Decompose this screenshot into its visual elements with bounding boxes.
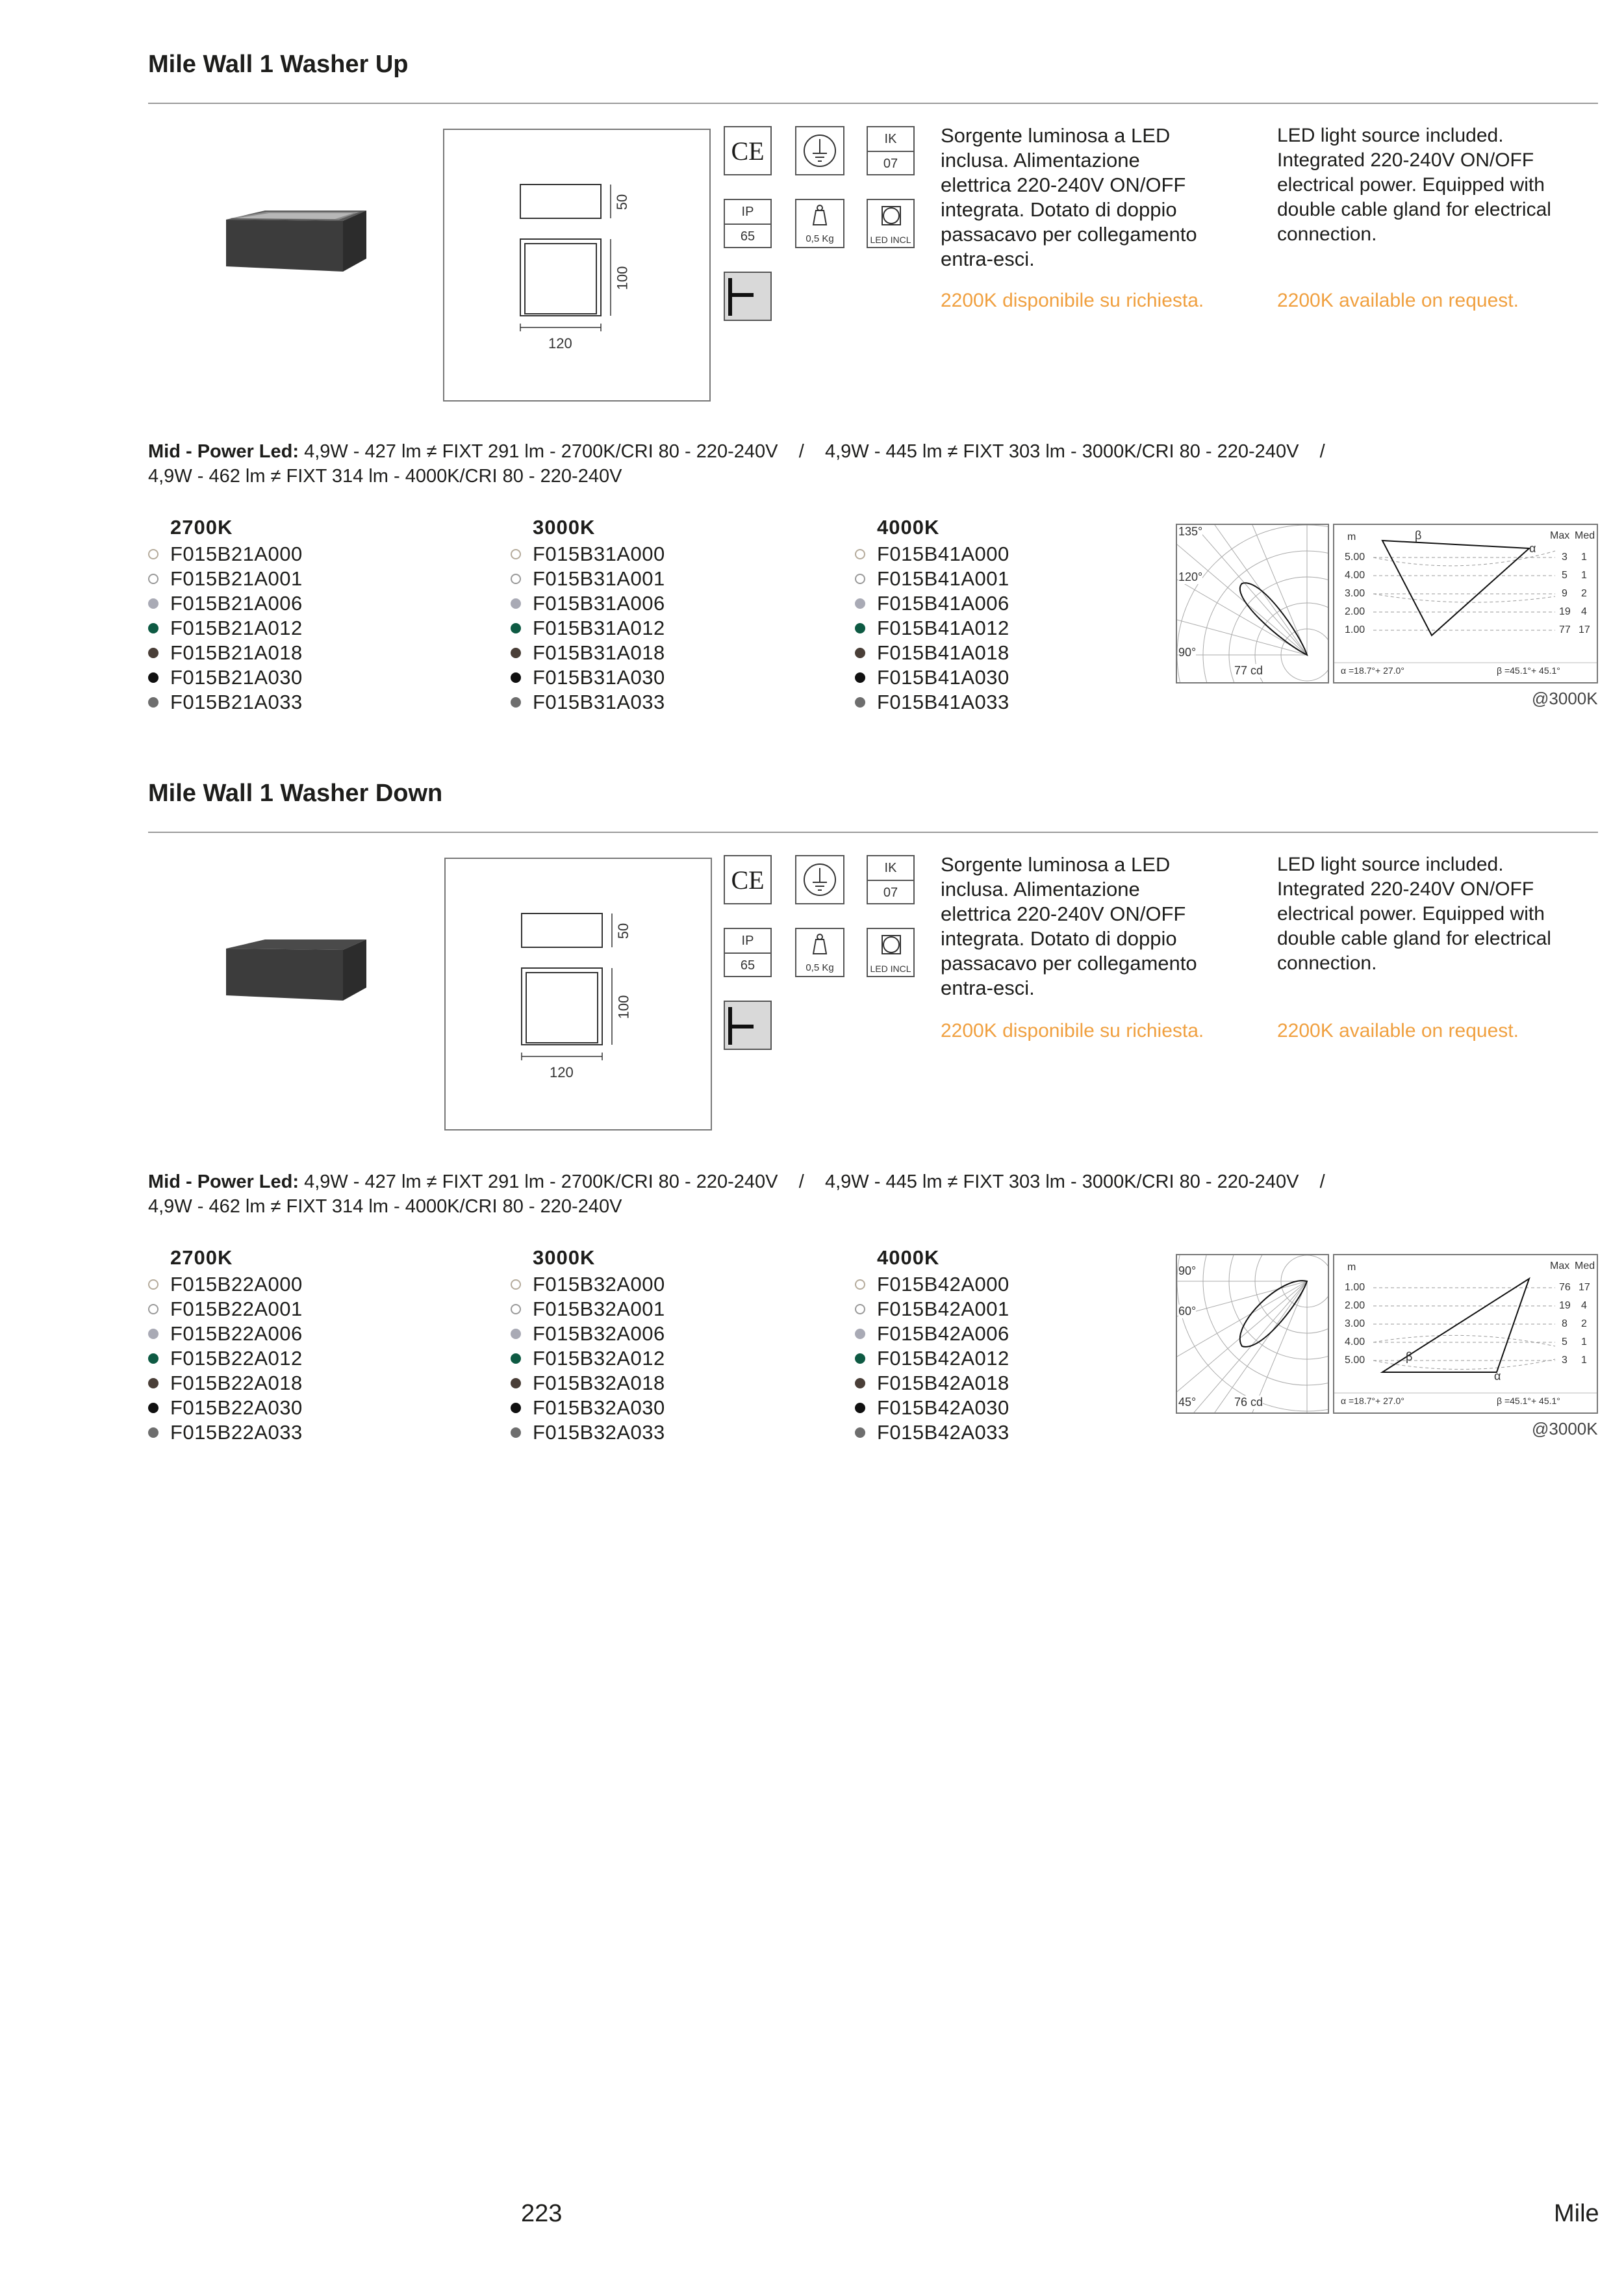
dimension-height-body: 100 xyxy=(615,995,632,1019)
note-en: 2200K available on request. xyxy=(1277,290,1519,311)
page-number: 223 xyxy=(521,2200,563,2227)
finish-swatch xyxy=(511,697,521,708)
cone-header-alpha: α xyxy=(1529,542,1536,555)
note-en: 2200K available on request. xyxy=(1277,1020,1519,1041)
weight-icon: 0,5 Kg xyxy=(795,928,844,977)
code-row: F015B31A001 xyxy=(511,567,665,591)
finish-swatch xyxy=(511,1403,521,1413)
class-one-earth-icon xyxy=(795,855,844,904)
polar-candela-label: 76 cd xyxy=(1234,1396,1263,1409)
code-row: F015B32A006 xyxy=(511,1322,665,1346)
cone-distance: 1.00 xyxy=(1345,624,1365,635)
code-row: F015B32A033 xyxy=(511,1420,665,1445)
cone-med: 2 xyxy=(1581,1318,1587,1329)
description-en: LED light source included. Integrated 220-240V ON/OFF electrical power. Equipped with double cable gland for electrical connection. xyxy=(1277,125,1551,245)
cone-header-beta: β xyxy=(1415,529,1422,542)
finish-swatch xyxy=(855,648,865,658)
finish-swatch xyxy=(148,1353,159,1364)
cone-header-alpha: α xyxy=(1494,1370,1501,1383)
cone-distance: 5.00 xyxy=(1345,1355,1365,1366)
polar-angle-label: 60° xyxy=(1178,1305,1197,1318)
ip-rating-icon: IP 65 xyxy=(724,928,772,977)
finish-swatch xyxy=(511,1279,521,1290)
product-image xyxy=(213,207,369,278)
class-one-earth-icon xyxy=(795,126,844,175)
technical-drawing xyxy=(443,129,711,402)
code-row: F015B22A018 xyxy=(148,1371,303,1396)
code-row: F015B21A012 xyxy=(148,616,303,641)
cct-note: @3000K xyxy=(1532,1419,1598,1438)
code-row: F015B32A018 xyxy=(511,1371,665,1396)
cone-distance: 3.00 xyxy=(1345,588,1365,599)
note-it: 2200K disponibile su richiesta. xyxy=(941,1020,1204,1041)
technical-drawing xyxy=(444,858,712,1131)
spec-line-1: 4,9W - 427 lm ≠ FIXT 291 lm - 2700K/CRI 80 - 220-240V / 4,9W - 445 lm ≠ FIXT 303 lm - 3000K/CRI 80 - 220-240V / xyxy=(304,441,1325,462)
cone-distance: 4.00 xyxy=(1345,570,1365,581)
cone-header-m: m xyxy=(1347,1262,1356,1273)
code-row: F015B42A000 xyxy=(855,1272,1009,1297)
spec-line-1: 4,9W - 427 lm ≠ FIXT 291 lm - 2700K/CRI 80 - 220-240V / 4,9W - 445 lm ≠ FIXT 303 lm - 3000K/CRI 80 - 220-240V / xyxy=(304,1171,1325,1192)
code-row: F015B42A012 xyxy=(855,1346,1009,1371)
cone-max: 3 xyxy=(1562,552,1567,563)
code-row: F015B21A033 xyxy=(148,690,303,715)
code-row: F015B31A030 xyxy=(511,665,665,690)
cone-med: 4 xyxy=(1581,606,1587,617)
led-included-icon: LED INCL xyxy=(867,199,915,248)
finish-swatch xyxy=(148,1378,159,1388)
cone-med: 17 xyxy=(1579,1282,1590,1293)
finish-swatch xyxy=(511,1378,521,1388)
code-row: F015B42A018 xyxy=(855,1371,1009,1396)
finish-swatch xyxy=(511,1427,521,1438)
polar-angle-label: 135° xyxy=(1178,525,1203,538)
cone-header-max: Max xyxy=(1550,1260,1570,1271)
cone-diagram xyxy=(1333,1254,1598,1414)
cone-max: 8 xyxy=(1562,1318,1567,1329)
finish-swatch xyxy=(148,574,159,584)
finish-swatch xyxy=(855,1304,865,1314)
finish-swatch xyxy=(148,1427,159,1438)
ik-rating-icon: IK 07 xyxy=(867,855,915,904)
finish-swatch xyxy=(511,574,521,584)
finish-swatch xyxy=(511,1304,521,1314)
finish-swatch xyxy=(855,1279,865,1290)
wall-mount-icon xyxy=(724,1001,772,1050)
cone-diagram xyxy=(1333,524,1598,683)
spec-label: Mid - Power Led: xyxy=(148,1171,299,1192)
cone-alpha-angle: α =18.7°+ 27.0° xyxy=(1341,665,1404,676)
finish-swatch xyxy=(148,1304,159,1314)
code-row: F015B32A001 xyxy=(511,1297,665,1322)
cone-header-med: Med xyxy=(1575,530,1595,541)
ik-rating-icon: IK 07 xyxy=(867,126,915,175)
cone-max: 9 xyxy=(1562,588,1567,599)
code-row: F015B22A012 xyxy=(148,1346,303,1371)
codes-column-2700k: 2700K F015B22A000 F015B22A001 F015B22A006 F015B22A012 F015B22A018 F015B22A030 F015B22A033 xyxy=(148,1246,303,1445)
cone-med: 4 xyxy=(1581,1300,1587,1311)
product-title: Mile Wall 1 Washer Down xyxy=(148,780,443,807)
finish-swatch xyxy=(855,1378,865,1388)
codes-column-4000k: 4000K F015B42A000 F015B42A001 F015B42A006 F015B42A012 F015B42A018 F015B42A030 F015B42A033 xyxy=(855,1246,1009,1445)
finish-swatch xyxy=(511,1353,521,1364)
code-row: F015B41A000 xyxy=(855,542,1009,567)
cone-med: 1 xyxy=(1581,1355,1587,1366)
code-row: F015B42A006 xyxy=(855,1322,1009,1346)
description-en: LED light source included. Integrated 220-240V ON/OFF electrical power. Equipped with double cable gland for electrical connection. xyxy=(1277,854,1551,974)
polar-angle-label: 45° xyxy=(1178,1396,1197,1409)
product-image xyxy=(213,936,369,1007)
spec-block xyxy=(148,439,1577,489)
cone-max: 19 xyxy=(1559,606,1571,617)
cone-max: 3 xyxy=(1562,1355,1567,1366)
finish-swatch xyxy=(511,672,521,683)
code-row: F015B32A030 xyxy=(511,1396,665,1420)
cone-med: 17 xyxy=(1579,624,1590,635)
ip-rating-icon: IP 65 xyxy=(724,199,772,248)
cone-max: 5 xyxy=(1562,1336,1567,1348)
wall-mount-icon xyxy=(724,272,772,321)
polar-diagram xyxy=(1176,1254,1329,1414)
finish-swatch xyxy=(148,598,159,609)
cone-header-m: m xyxy=(1347,531,1356,543)
dimension-height-top: 50 xyxy=(614,194,631,211)
polar-candela-label: 77 cd xyxy=(1234,664,1263,677)
polar-angle-label: 120° xyxy=(1178,570,1203,583)
code-row: F015B32A000 xyxy=(511,1272,665,1297)
finish-swatch xyxy=(855,623,865,633)
code-row: F015B42A033 xyxy=(855,1420,1009,1445)
code-row: F015B22A001 xyxy=(148,1297,303,1322)
finish-swatch xyxy=(148,623,159,633)
cone-distance: 1.00 xyxy=(1345,1282,1365,1293)
polar-diagram xyxy=(1176,524,1329,683)
polar-angle-label: 90° xyxy=(1178,646,1197,659)
code-row: F015B22A030 xyxy=(148,1396,303,1420)
finish-swatch xyxy=(148,1329,159,1339)
collection-name: Mile xyxy=(1554,2200,1599,2227)
code-row: F015B42A001 xyxy=(855,1297,1009,1322)
cone-med: 1 xyxy=(1581,570,1587,581)
cone-max: 77 xyxy=(1559,624,1571,635)
cone-med: 1 xyxy=(1581,1336,1587,1348)
code-row: F015B42A030 xyxy=(855,1396,1009,1420)
cone-med: 1 xyxy=(1581,552,1587,563)
dimension-width: 120 xyxy=(548,335,572,351)
cone-distance: 3.00 xyxy=(1345,1318,1365,1329)
spec-line-2: 4,9W - 462 lm ≠ FIXT 314 lm - 4000K/CRI 80 - 220-240V xyxy=(148,1196,622,1217)
code-row: F015B22A006 xyxy=(148,1322,303,1346)
finish-swatch xyxy=(855,1403,865,1413)
product-title: Mile Wall 1 Washer Up xyxy=(148,51,409,78)
code-row: F015B41A001 xyxy=(855,567,1009,591)
code-row: F015B22A000 xyxy=(148,1272,303,1297)
finish-swatch xyxy=(511,549,521,559)
finish-swatch xyxy=(511,648,521,658)
codes-column-3000k: 3000K F015B31A000 F015B31A001 F015B31A006 F015B31A012 F015B31A018 F015B31A030 F015B31A033 xyxy=(511,516,665,715)
finish-swatch xyxy=(855,549,865,559)
cone-alpha-angle: α =18.7°+ 27.0° xyxy=(1341,1396,1404,1406)
code-row: F015B41A012 xyxy=(855,616,1009,641)
code-row: F015B41A006 xyxy=(855,591,1009,616)
ce-mark-icon: CE xyxy=(724,126,772,175)
code-row: F015B21A030 xyxy=(148,665,303,690)
code-row: F015B22A033 xyxy=(148,1420,303,1445)
code-row: F015B21A001 xyxy=(148,567,303,591)
finish-swatch xyxy=(855,598,865,609)
cone-distance: 4.00 xyxy=(1345,1336,1365,1348)
code-row: F015B41A030 xyxy=(855,665,1009,690)
finish-swatch xyxy=(855,1353,865,1364)
dimension-height-top: 50 xyxy=(615,923,632,939)
finish-swatch xyxy=(855,1427,865,1438)
cone-distance: 2.00 xyxy=(1345,606,1365,617)
codes-column-3000k: 3000K F015B32A000 F015B32A001 F015B32A006 F015B32A012 F015B32A018 F015B32A030 F015B32A033 xyxy=(511,1246,665,1445)
cct-note: @3000K xyxy=(1532,689,1598,708)
finish-swatch xyxy=(855,574,865,584)
finish-swatch xyxy=(855,697,865,708)
cone-max: 19 xyxy=(1559,1300,1571,1311)
polar-angle-label: 90° xyxy=(1178,1264,1197,1277)
cone-header-max: Max xyxy=(1550,530,1570,541)
cone-max: 5 xyxy=(1562,570,1567,581)
cone-header-med: Med xyxy=(1575,1260,1595,1271)
ce-mark-icon: CE xyxy=(724,855,772,904)
section-divider xyxy=(148,832,1598,833)
cone-distance: 2.00 xyxy=(1345,1300,1365,1311)
code-row: F015B31A012 xyxy=(511,616,665,641)
dimension-width: 120 xyxy=(550,1064,574,1080)
spec-label: Mid - Power Led: xyxy=(148,441,299,462)
cone-header-beta: β xyxy=(1406,1350,1413,1363)
cone-distance: 5.00 xyxy=(1345,552,1365,563)
cone-beta-angle: β =45.1°+ 45.1° xyxy=(1497,1396,1560,1406)
spec-block xyxy=(148,1169,1577,1219)
codes-column-2700k: 2700K F015B21A000 F015B21A001 F015B21A006 F015B21A012 F015B21A018 F015B21A030 F015B21A033 xyxy=(148,516,303,715)
section-divider xyxy=(148,103,1598,104)
code-row: F015B31A000 xyxy=(511,542,665,567)
led-included-icon: LED INCL xyxy=(867,928,915,977)
code-row: F015B41A018 xyxy=(855,641,1009,665)
dimension-height-body: 100 xyxy=(614,266,631,290)
finish-swatch xyxy=(148,1279,159,1290)
finish-swatch xyxy=(148,1403,159,1413)
code-row: F015B21A006 xyxy=(148,591,303,616)
note-it: 2200K disponibile su richiesta. xyxy=(941,290,1204,311)
code-row: F015B21A018 xyxy=(148,641,303,665)
description-it: Sorgente luminosa a LED inclusa. Alimentazione elettrica 220-240V ON/OFF integrata. Dotato di doppio passacavo per collegamento entra-esci. xyxy=(941,853,1197,999)
finish-swatch xyxy=(855,672,865,683)
cone-beta-angle: β =45.1°+ 45.1° xyxy=(1497,665,1560,676)
codes-column-4000k: 4000K F015B41A000 F015B41A001 F015B41A006 F015B41A012 F015B41A018 F015B41A030 F015B41A033 xyxy=(855,516,1009,715)
code-row: F015B31A033 xyxy=(511,690,665,715)
finish-swatch xyxy=(511,623,521,633)
code-row: F015B41A033 xyxy=(855,690,1009,715)
finish-swatch xyxy=(148,549,159,559)
cone-max: 76 xyxy=(1559,1282,1571,1293)
finish-swatch xyxy=(148,697,159,708)
finish-swatch xyxy=(855,1329,865,1339)
code-row: F015B21A000 xyxy=(148,542,303,567)
code-row: F015B31A018 xyxy=(511,641,665,665)
spec-line-2: 4,9W - 462 lm ≠ FIXT 314 lm - 4000K/CRI 80 - 220-240V xyxy=(148,466,622,487)
cone-med: 2 xyxy=(1581,588,1587,599)
finish-swatch xyxy=(511,598,521,609)
finish-swatch xyxy=(511,1329,521,1339)
code-row: F015B32A012 xyxy=(511,1346,665,1371)
description-it: Sorgente luminosa a LED inclusa. Alimentazione elettrica 220-240V ON/OFF integrata. Dotato di doppio passacavo per collegamento entra-esci. xyxy=(941,124,1197,270)
code-row: F015B31A006 xyxy=(511,591,665,616)
finish-swatch xyxy=(148,672,159,683)
finish-swatch xyxy=(148,648,159,658)
weight-icon: 0,5 Kg xyxy=(795,199,844,248)
